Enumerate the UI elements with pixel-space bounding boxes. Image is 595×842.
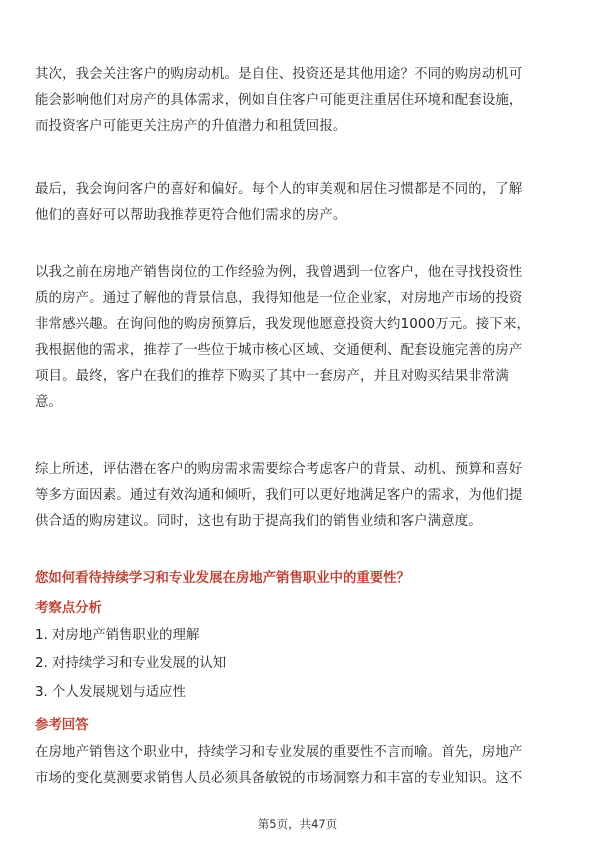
page-number: 第5页，共47页 <box>257 817 338 831</box>
paragraph-line: 在房地产销售这个职业中，持续学习和专业发展的重要性不言而喻。首先，房地产 <box>35 745 523 760</box>
paragraph-line: 质的房产。通过了解他的背景信息，我得知他是一位企业家，对房地产市场的投资 <box>35 291 523 306</box>
paragraph-line: 供合适的购房建议。同时，这也有助于提高我们的销售业绩和客户满意度。 <box>35 514 482 529</box>
paragraph-line: 他们的喜好可以帮助我推荐更符合他们需求的房产。 <box>35 208 347 223</box>
paragraph-line: 以我之前在房地产销售岗位的工作经验为例，我曾遇到一位客户，他在寻找投资性 <box>35 265 523 280</box>
paragraph-line: 综上所述，评估潜在客户的购房需求需要综合考虑客户的背景、动机、预算和喜好 <box>35 462 523 477</box>
paragraph-summary <box>35 457 560 535</box>
analysis-heading: 考察点分析 <box>35 601 102 616</box>
paragraph-line: 非常感兴趣。在询问他的购房预算后，我发现他愿意投资大约1000万元。接下来， <box>35 317 531 332</box>
paragraph-line: 最后，我会询问客户的喜好和偏好。每个人的审美观和居住习惯都是不同的，了解 <box>35 182 523 197</box>
analysis-item: 1. 对房地产销售职业的理解 <box>35 628 200 643</box>
paragraph-line: 市场的变化莫测要求销售人员必须具备敏锐的市场洞察力和丰富的专业知识。这不 <box>35 771 523 786</box>
paragraph-line: 项目。最终，客户在我们的推荐下购买了其中一套房产，并且对购买结果非常满 <box>35 369 509 384</box>
paragraph-line: 我根据他的需求，推荐了一些位于城市核心区域、交通便利、配套设施完善的房产 <box>35 343 523 358</box>
analysis-item: 2. 对持续学习和专业发展的认知 <box>35 656 227 671</box>
answer-heading: 参考回答 <box>35 718 89 733</box>
paragraph-line: 意。 <box>35 395 63 410</box>
paragraph-preferences <box>35 177 560 229</box>
analysis-item: 3. 个人发展规划与适应性 <box>35 685 186 700</box>
paragraph-line: 能会影响他们对房产的具体需求，例如自住客户可能更注重居住环境和配套设施， <box>35 93 523 108</box>
interview-question: 您如何看待持续学习和专业发展在房地产销售职业中的重要性？ <box>35 571 410 586</box>
paragraph-line: 其次，我会关注客户的购房动机。是自住、投资还是其他用途？不同的购房动机可 <box>35 67 523 82</box>
paragraph-line: 等多方面因素。通过有效沟通和倾听，我们可以更好地满足客户的需求，为他们提 <box>35 488 523 503</box>
paragraph-experience-example <box>35 260 560 416</box>
paragraph-purchase-motivation <box>35 62 560 140</box>
answer-paragraph <box>35 740 560 792</box>
paragraph-line: 而投资客户可能更关注房产的升值潜力和租赁回报。 <box>35 119 347 134</box>
